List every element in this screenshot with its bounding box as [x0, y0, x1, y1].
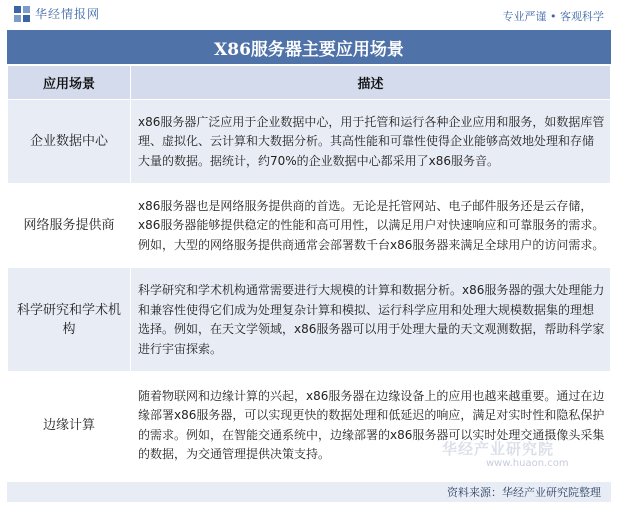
table-header-row [8, 66, 611, 100]
source-note: 资料来源：华经产业研究院整理 [447, 486, 601, 499]
footer [7, 482, 611, 502]
table-row [8, 184, 611, 268]
scene-cell: 边缘计算 [8, 372, 131, 479]
table-row [8, 268, 611, 372]
description-cell: 科学研究和学术机构通常需要进行大规模的计算和数据分析。x86服务器的强大处理能力和兼容性使得它们成为处理复杂计算和模拟、运行科学应用和处理大规模数据集的理想选择。例如，在天文学领域，x86服务器可以用于处理大量的天文观测数据，帮助科学家进行宇宙探索。 [131, 268, 611, 372]
slogan: 专业严谨 • 客观科学 [502, 10, 604, 23]
column-header-scene: 应用场景 [8, 66, 131, 100]
watermark-text: 华经产业研究院 [442, 440, 555, 458]
scene-cell: 科学研究和学术机构 [8, 268, 131, 372]
description-cell: 随着物联网和边缘计算的兴起，x86服务器在边缘设备上的应用也越来越重要。通过在边缘部署x86服务器，可以实现更快的数据处理和低延迟的响应，满足对实时性和隐私保护的需求。例如，在智能交通系统中，边缘部署的x86服务器可以实时处理交通摄像头采集的数据，为交通管理提供决策支持。 [131, 372, 611, 479]
scene-cell: 企业数据中心 [8, 100, 131, 184]
column-header-desc: 描述 [131, 66, 611, 100]
top-bar [0, 0, 618, 28]
scene-cell: 网络服务提供商 [8, 184, 131, 268]
brand [14, 5, 100, 22]
description-cell: x86服务器也是网络服务提供商的首选。无论是托管网站、电子邮件服务还是云存储，x86服务器能够提供稳定的性能和高可用性，以满足用户对快速响应和可靠服务的需求。例如，大型的网络服务提供商通常会部署数千台x86服务器来满足全球用户的访问需求。 [131, 184, 611, 268]
logo-icon [14, 6, 30, 22]
description-cell: x86服务器广泛应用于企业数据中心，用于托管和运行各种企业应用和服务，如数据库管理、虚拟化、云计算和大数据分析。其高性能和可靠性使得企业能够高效地处理和存储大量的数据。据统计，约70%的企业数据中心都采用了x86服务音。 [131, 100, 611, 184]
brand-name: 华经情报网 [35, 7, 101, 21]
table-row [8, 100, 611, 184]
scenario-table [7, 65, 611, 479]
watermark-url: www.huaon.com [486, 458, 569, 469]
table-title: X86服务器主要应用场景 [7, 30, 611, 64]
